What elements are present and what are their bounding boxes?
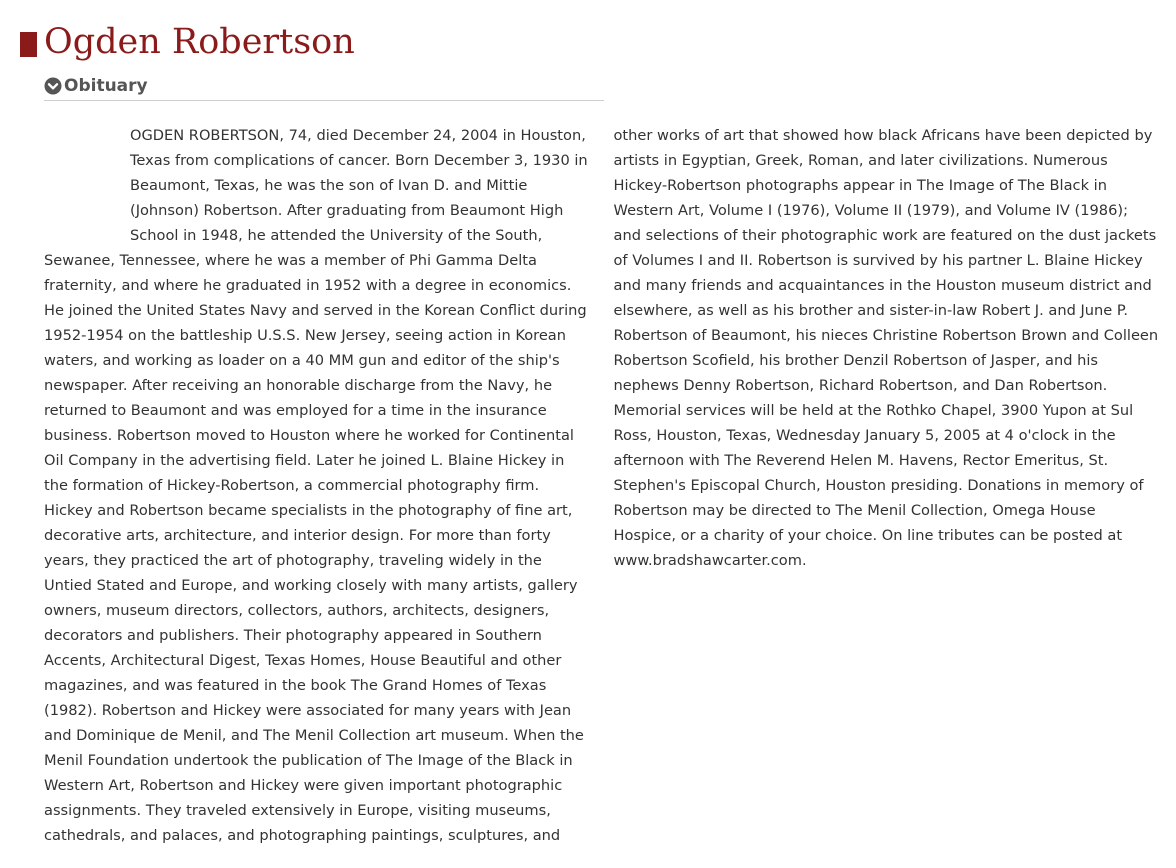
obituary-text-container xyxy=(44,123,1160,863)
chevron-circle-down-icon xyxy=(44,77,62,95)
obituary-body: OGDEN ROBERTSON, 74, died December 24, 2004 in Houston, Texas from complications of cancer. Born December 3, 1930 in Beaumont, Texas, he was the son of Ivan D. and Mittie (Johnson) Robertson. After graduating from Beaumont High School in 1948, he attended the University of the South, Sewanee, Tennessee, where he was a member of Phi Gamma Delta fraternity, and where he graduated in 1952 with a degree in economics. He joined the United States Navy and served in the Korean Conflict during 1952-1954 on the battleship U.S.S. New Jersey, seeing action in Korean waters, and working as loader on a 40 MM gun and editor of the ship's newspaper. After receiving an honorable discharge from the Navy, he returned to Beaumont and was employed for a time in the insurance business. Robertson moved to Houston where he worked for Continental Oil Company in the advertising field. Later he joined L. Blaine Hickey in the formation of Hickey-Robertson, a commercial photography firm. Hickey and Robertson became specialists in the photography of fine art, decorative arts, architecture, and interior design. For more than forty years, they practiced the art of photography, traveling widely in the Untied Stated and Europe, and working closely with many artists, gallery owners, museum directors, collectors, authors, architects, designers, decorators and publishers. Their photography appeared in Southern Accents, Architectural Digest, Texas Homes, House Beautiful and other magazines, and was featured in the book The Grand Homes of Texas (1982). Robertson and Hickey were associated for many years with Jean and Dominique de Menil, and The Menil Collection art museum. When the Menil Foundation undertook the publication of The Image of the Black in Western Art, Robertson and Hickey were given important photographic assignments. They traveled extensively in Europe, visiting museums, cathedrals, and palaces, and photographing paintings, sculptures, and other works of art that showed how black Africans have been depicted by artists in Egyptian, Greek, Roman, and later civilizations. Numerous Hickey-Robertson photographs appear in The Image of The Black in Western Art, Volume I (1976), Volume II (1979), and Volume IV (1986); and selections of their photographic work are featured on the dust jackets of Volumes I and II. Robertson is survived by his partner L. Blaine Hickey and many friends and acquaintances in the Houston museum district and elsewhere, as well as his brother and sister-in-law Robert J. and June P. Robertson of Beaumont, his nieces Christine Robertson Brown and Colleen Robertson Scofield, his brother Denzil Robertson of Jasper, and his nephews Denny Robertson, Richard Robertson, and Dan Robertson. Memorial services will be held at the Rothko Chapel, 3900 Yupon at Sul Ross, Houston, Texas, Wednesday January 5, 2005 at 4 o'clock in the afternoon with The Reverend Helen M. Havens, Rector Emeritus, St. Stephen's Episcopal Church, Houston presiding. Donations in memory of Robertson may be directed to The Menil Collection, Omega House Hospice, or a charity of your choice. On line tributes can be posted at www.bradshawcarter.com. xyxy=(44,127,1159,844)
page-title: Ogden Robertson xyxy=(44,22,355,62)
section-label: Obituary xyxy=(64,76,148,96)
obituary-section-header[interactable] xyxy=(44,72,604,101)
photo-placeholder xyxy=(44,123,130,248)
title-accent-bar xyxy=(20,32,37,57)
